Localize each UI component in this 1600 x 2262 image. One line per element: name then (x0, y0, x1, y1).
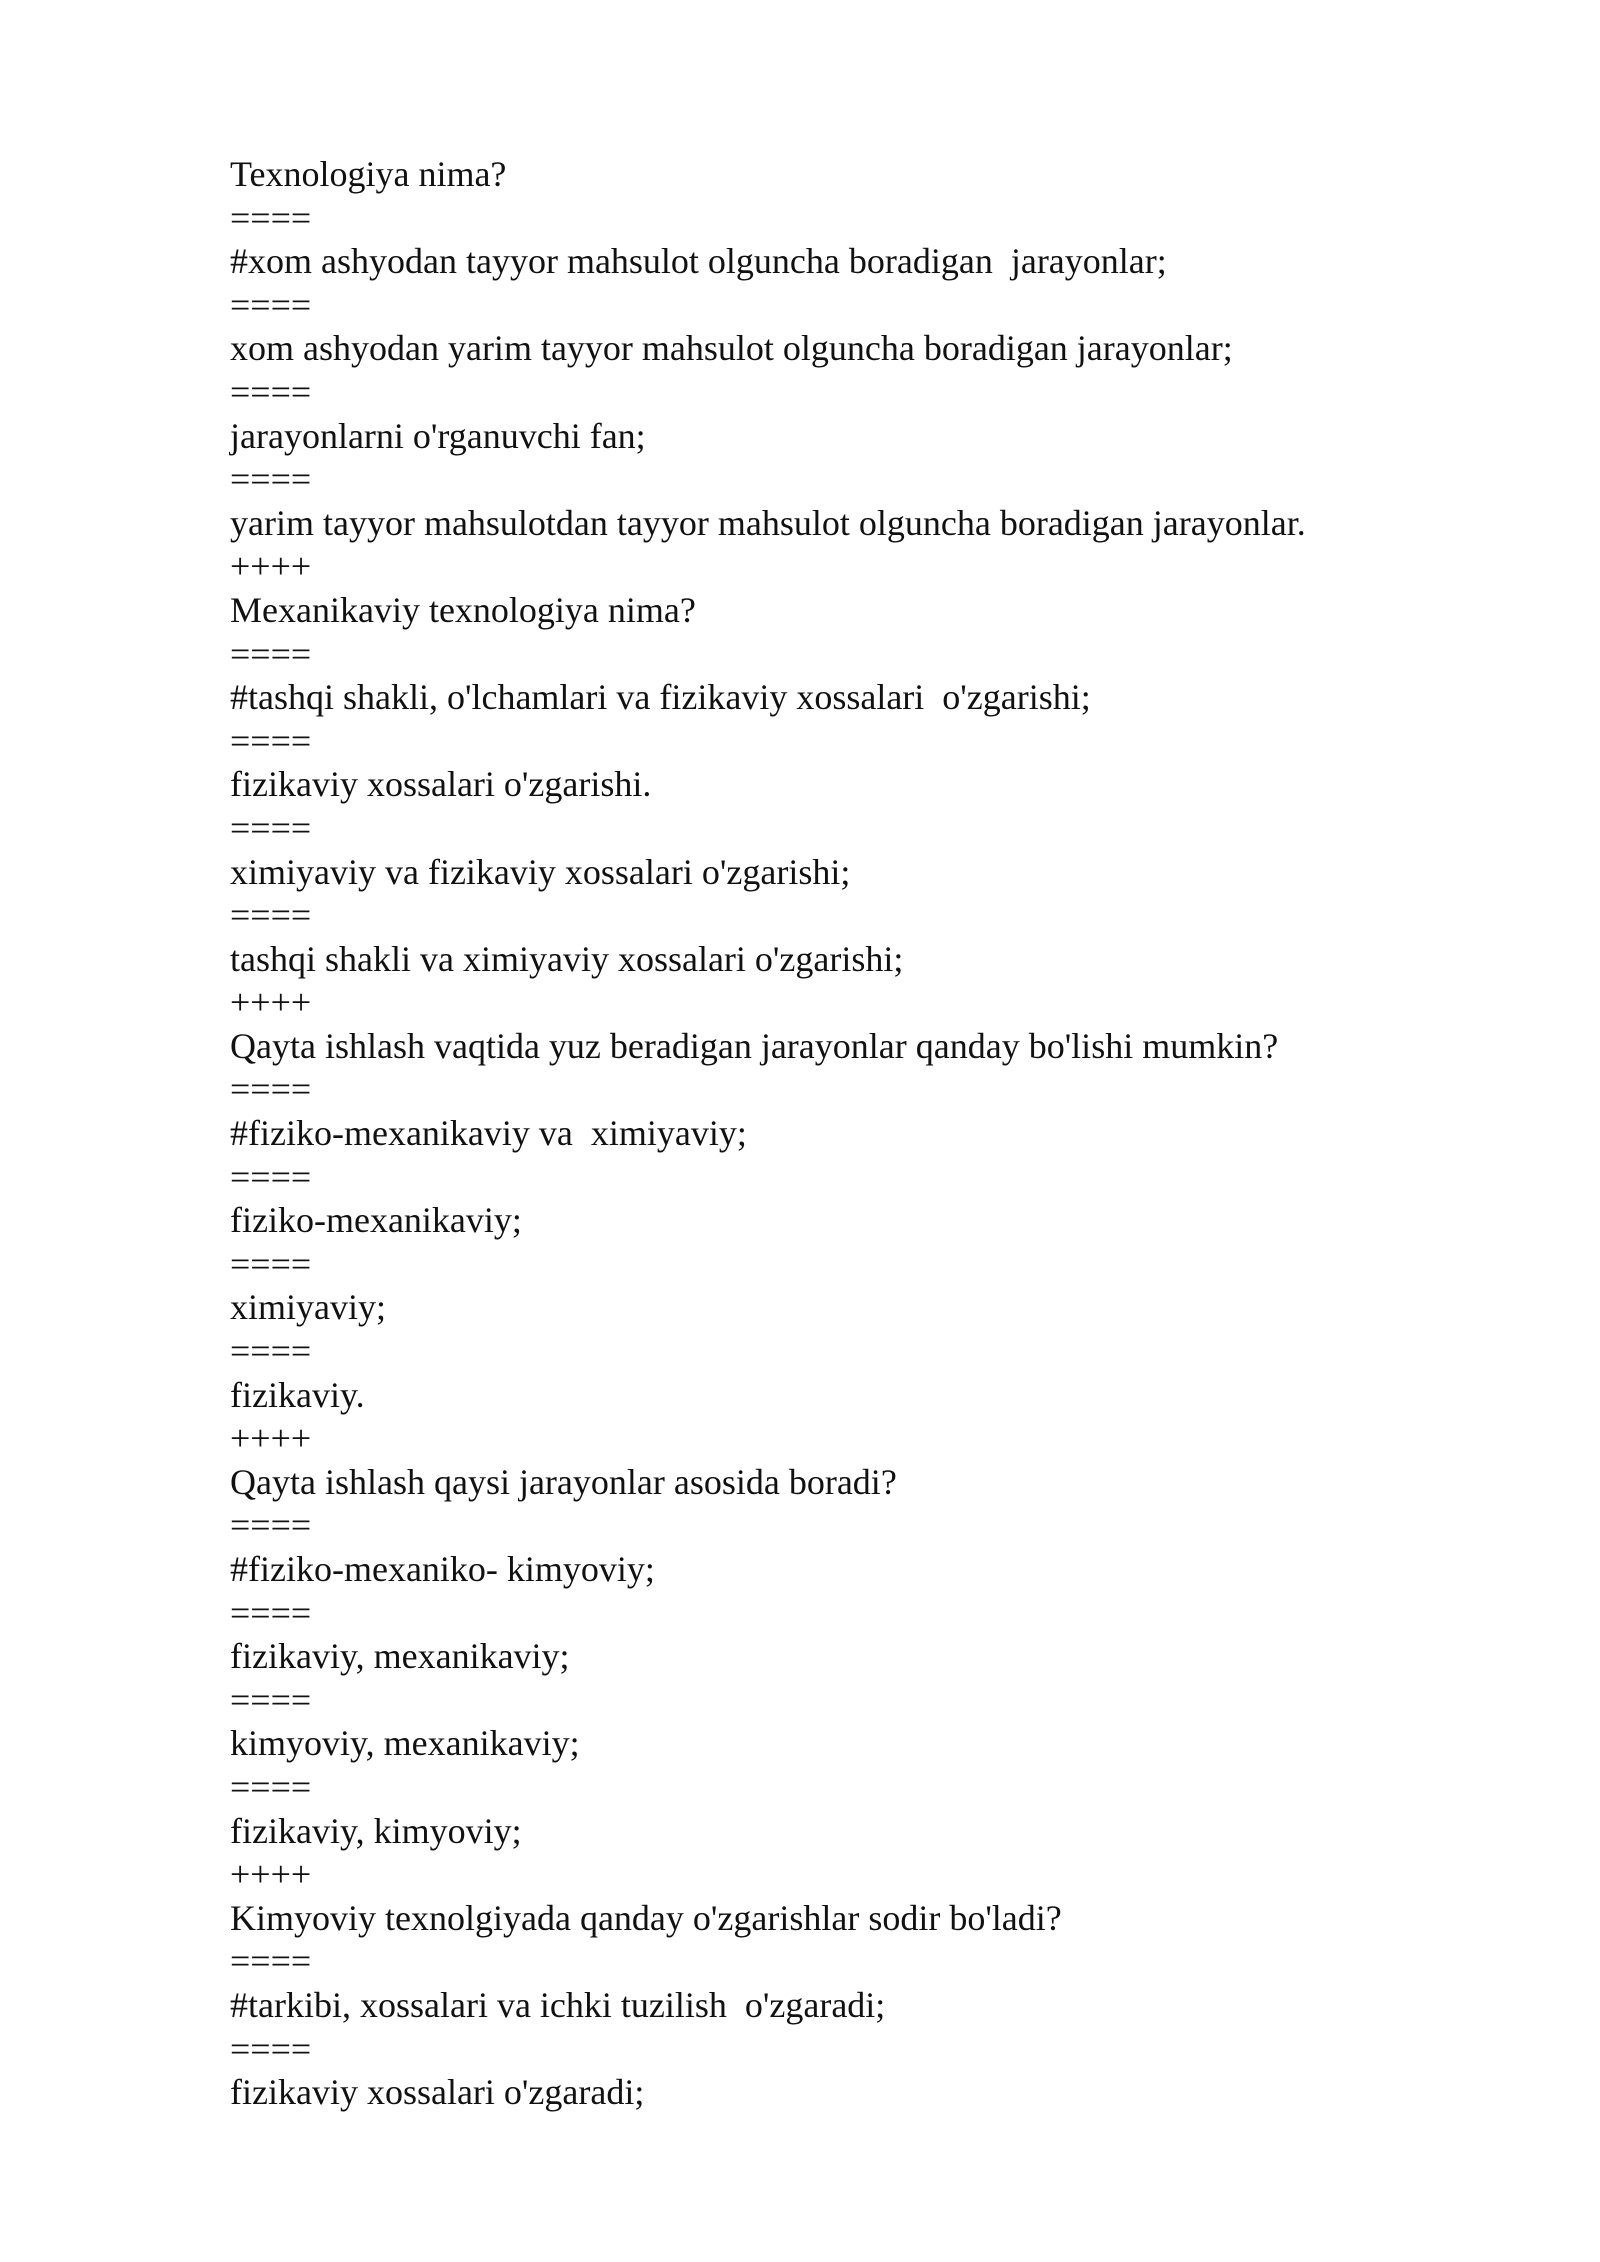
option-separator: ==== (230, 371, 312, 412)
option-separator: ==== (230, 459, 312, 500)
question-separator: ++++ (230, 1854, 312, 1895)
text-line: fizikaviy xossalari o'zgarishi. (230, 764, 652, 805)
option-separator: ==== (230, 1069, 312, 1110)
text-line: tashqi shakli va ximiyaviy xossalari o'zgarishi; (230, 938, 904, 979)
option-separator: ==== (230, 895, 312, 936)
document-text (230, 153, 1530, 2115)
option-separator: ==== (230, 1505, 312, 1546)
text-line: #fiziko-mexanikaviy va ximiyaviy; (230, 1113, 747, 1154)
option-separator: ==== (230, 1592, 312, 1633)
text-line: fizikaviy, kimyoviy; (230, 1810, 522, 1851)
option-separator: ==== (230, 1766, 312, 1807)
text-line: Qayta ishlash vaqtida yuz beradigan jarayonlar qanday bo'lishi mumkin? (230, 1025, 1279, 1066)
option-separator: ==== (230, 633, 312, 674)
question-separator: ++++ (230, 546, 312, 587)
option-separator: ==== (230, 807, 312, 848)
text-line: fizikaviy xossalari o'zgaradi; (230, 2072, 645, 2113)
text-line: ximiyaviy; (230, 1287, 386, 1328)
option-separator: ==== (230, 197, 312, 238)
text-line: Mexanikaviy texnologiya nima? (230, 589, 696, 630)
question-separator: ++++ (230, 1418, 312, 1459)
text-line: ximiyaviy va fizikaviy xossalari o'zgarishi; (230, 851, 851, 892)
text-line: xom ashyodan yarim tayyor mahsulot olguncha boradigan jarayonlar; (230, 328, 1233, 369)
text-line: Kimyoviy texnolgiyada qanday o'zgarishlar sodir bo'ladi? (230, 1897, 1062, 1938)
text-line: fiziko-mexanikaviy; (230, 1200, 522, 1241)
text-line: #tashqi shakli, o'lchamlari va fizikaviy xossalari o'zgarishi; (230, 677, 1091, 718)
option-separator: ==== (230, 1243, 312, 1284)
option-separator: ==== (230, 1331, 312, 1372)
option-separator: ==== (230, 284, 312, 325)
text-line: #fiziko-mexaniko- kimyoviy; (230, 1549, 655, 1589)
text-line: fizikaviy. (230, 1374, 365, 1415)
question-separator: ++++ (230, 982, 312, 1023)
text-line: #tarkibi, xossalari va ichki tuzilish o'zgaradi; (230, 1984, 886, 2025)
text-line: kimyoviy, mexanikaviy; (230, 1723, 580, 1764)
option-separator: ==== (230, 720, 312, 761)
option-separator: ==== (230, 1941, 312, 1982)
text-line: Qayta ishlash qaysi jarayonlar asosida boradi? (230, 1461, 897, 1502)
option-separator: ==== (230, 2028, 312, 2069)
text-line: #xom ashyodan tayyor mahsulot olguncha boradigan jarayonlar; (230, 241, 1167, 282)
option-separator: ==== (230, 1156, 312, 1197)
text-line: fizikaviy, mexanikaviy; (230, 1636, 570, 1677)
text-line: jarayonlarni o'rganuvchi fan; (230, 415, 646, 456)
option-separator: ==== (230, 1679, 312, 1720)
text-line: Texnologiya nima? (230, 154, 507, 194)
text-line: yarim tayyor mahsulotdan tayyor mahsulot olguncha boradigan jarayonlar. (230, 502, 1306, 543)
